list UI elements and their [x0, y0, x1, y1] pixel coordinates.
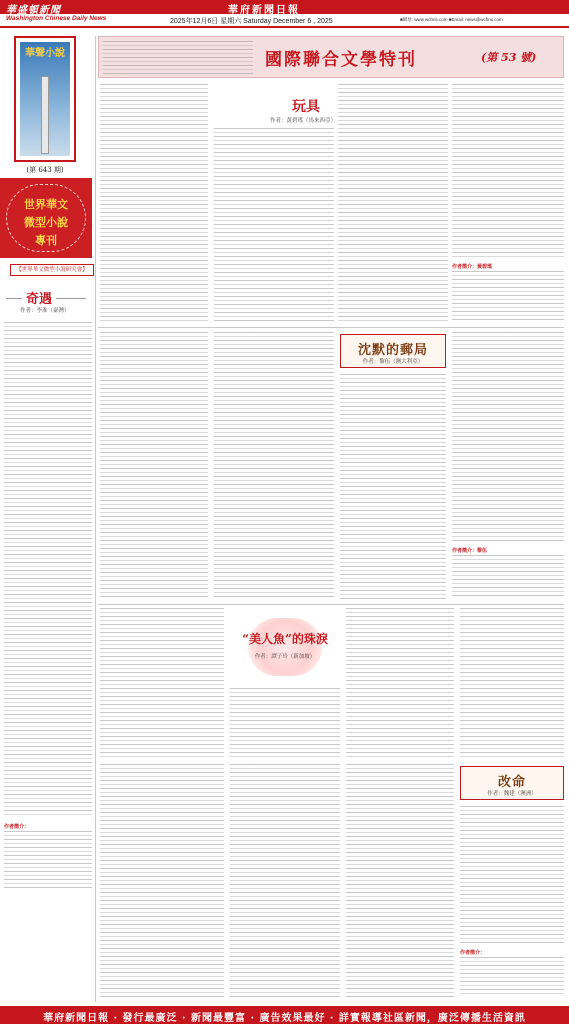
article-title: 改命	[497, 775, 526, 790]
page-number: B8	[538, 0, 555, 15]
article-qiyu-cont-1	[100, 84, 208, 324]
cover-illustration	[20, 42, 70, 156]
author-note-post	[452, 548, 564, 600]
article-fish-body-5	[100, 764, 224, 1000]
author-note-label: 作者簡介：黃碧瑤	[452, 264, 493, 270]
masthead	[0, 0, 569, 30]
author-note-qiyu	[4, 824, 92, 894]
article-author: 作者：魏建（澳洲）	[487, 791, 537, 797]
feature-banner	[98, 36, 564, 78]
body-text-lines	[346, 764, 454, 1000]
author-note-label: 作者簡介：黎伍	[452, 548, 488, 554]
body-text-lines	[100, 332, 208, 600]
article-qiyu-body	[4, 322, 92, 818]
cover-image	[14, 36, 76, 162]
article-fish-header	[230, 612, 340, 682]
article-gaiming-header	[460, 766, 564, 800]
article-wanju-author: 作者：黃碧瑤（馬來西亞）	[270, 118, 337, 124]
author-note-gaiming	[460, 950, 564, 1000]
section-divider	[98, 604, 564, 605]
body-text-lines	[338, 84, 448, 324]
body-text-lines	[230, 764, 340, 1000]
article-qiyu-cont-2	[100, 332, 208, 600]
body-text-lines	[230, 688, 340, 758]
article-author: 作者：黎伍（澳大利亞）	[362, 359, 424, 365]
body-text-lines	[346, 608, 454, 758]
article-wanju-body-1	[214, 128, 334, 324]
article-gaiming-body	[460, 806, 564, 946]
article-fish-body-4	[460, 608, 564, 758]
article-qiyu-header	[0, 282, 92, 318]
article-fish-body-2	[230, 688, 340, 758]
section-divider	[98, 327, 564, 328]
feature-issue: (第 53 號)	[481, 51, 537, 64]
cover-issue: (第 643 期)	[26, 166, 64, 174]
author-note-wanju	[452, 264, 564, 324]
body-text-lines	[214, 128, 334, 324]
article-qiyu-cont-3	[214, 332, 334, 600]
contributor-list	[103, 41, 253, 75]
article-wanju-body-3	[452, 84, 564, 260]
article-wanju-body-2	[338, 84, 448, 324]
author-note-lines	[4, 831, 92, 889]
body-text-lines	[452, 332, 564, 544]
article-post-body-1	[340, 374, 446, 600]
article-fish-body-1	[100, 608, 224, 758]
special-edition-title	[4, 196, 88, 250]
special-line-1: 世界華文	[24, 198, 68, 211]
author-note-lines	[460, 957, 564, 997]
article-title: 奇遇	[22, 288, 56, 307]
masthead-rule	[0, 26, 569, 28]
special-line-3: 專刊	[35, 234, 57, 247]
cover-title: 華聲小說	[25, 48, 65, 59]
author-note-label: 作者簡介：	[460, 950, 486, 956]
special-line-2: 微型小說	[24, 216, 68, 229]
article-author: 作者：譚子玲（新加坡）	[254, 654, 316, 660]
contact-line: ■網址: www.wchns.com ■Email: news@wchns.com	[400, 17, 503, 22]
author-note-lines	[452, 271, 564, 321]
article-wanju-title: 玩具	[292, 99, 320, 115]
body-text-lines	[460, 608, 564, 758]
paper-name: 華盛頓新聞	[6, 5, 61, 16]
body-text-lines	[100, 608, 224, 758]
body-text-lines	[214, 332, 334, 600]
contributor-lines	[103, 41, 253, 75]
editorial-tag: 【世界華文微型小說研究會】	[10, 264, 94, 276]
article-fish-body-7	[346, 764, 454, 1000]
footer-bar	[0, 1006, 569, 1024]
article-post-body-2	[452, 332, 564, 544]
date-line: 2025年12月6日 星期六 Saturday December 6 , 2025	[170, 18, 333, 25]
fish-decoration	[248, 618, 322, 676]
paper-english-name: Washington Chinese Daily News	[6, 15, 107, 22]
special-edition-box	[0, 178, 92, 258]
body-text-lines	[4, 322, 92, 818]
body-text-lines	[100, 764, 224, 1000]
body-text-lines	[100, 84, 208, 324]
column-divider	[95, 36, 96, 1002]
section-label: ·副刊·	[500, 2, 522, 12]
article-fish-body-6	[230, 764, 340, 1000]
article-title: “美人魚”的珠淚	[242, 632, 328, 646]
center-title: 華府新聞日報	[228, 5, 300, 16]
article-fish-body-3	[346, 608, 454, 758]
body-text-lines	[452, 84, 564, 260]
body-text-lines	[460, 806, 564, 946]
pillar-illustration	[41, 76, 49, 154]
body-text-lines	[340, 374, 446, 600]
article-author: 作者：李淮（臺灣）	[20, 308, 70, 314]
footer-slogan: 華府新聞日報 · 發行最廣泛 · 新聞最豐富 · 廣告效果最好 · 詳實報導社區新聞，廣泛傳播生活資訊	[43, 1013, 526, 1024]
feature-title: 國際聯合文學特刊	[265, 50, 417, 70]
article-title: 沈默的郵局	[357, 343, 428, 358]
author-note-lines	[452, 555, 564, 597]
article-post-header	[340, 334, 446, 368]
author-note-label: 作者簡介：	[4, 824, 30, 830]
